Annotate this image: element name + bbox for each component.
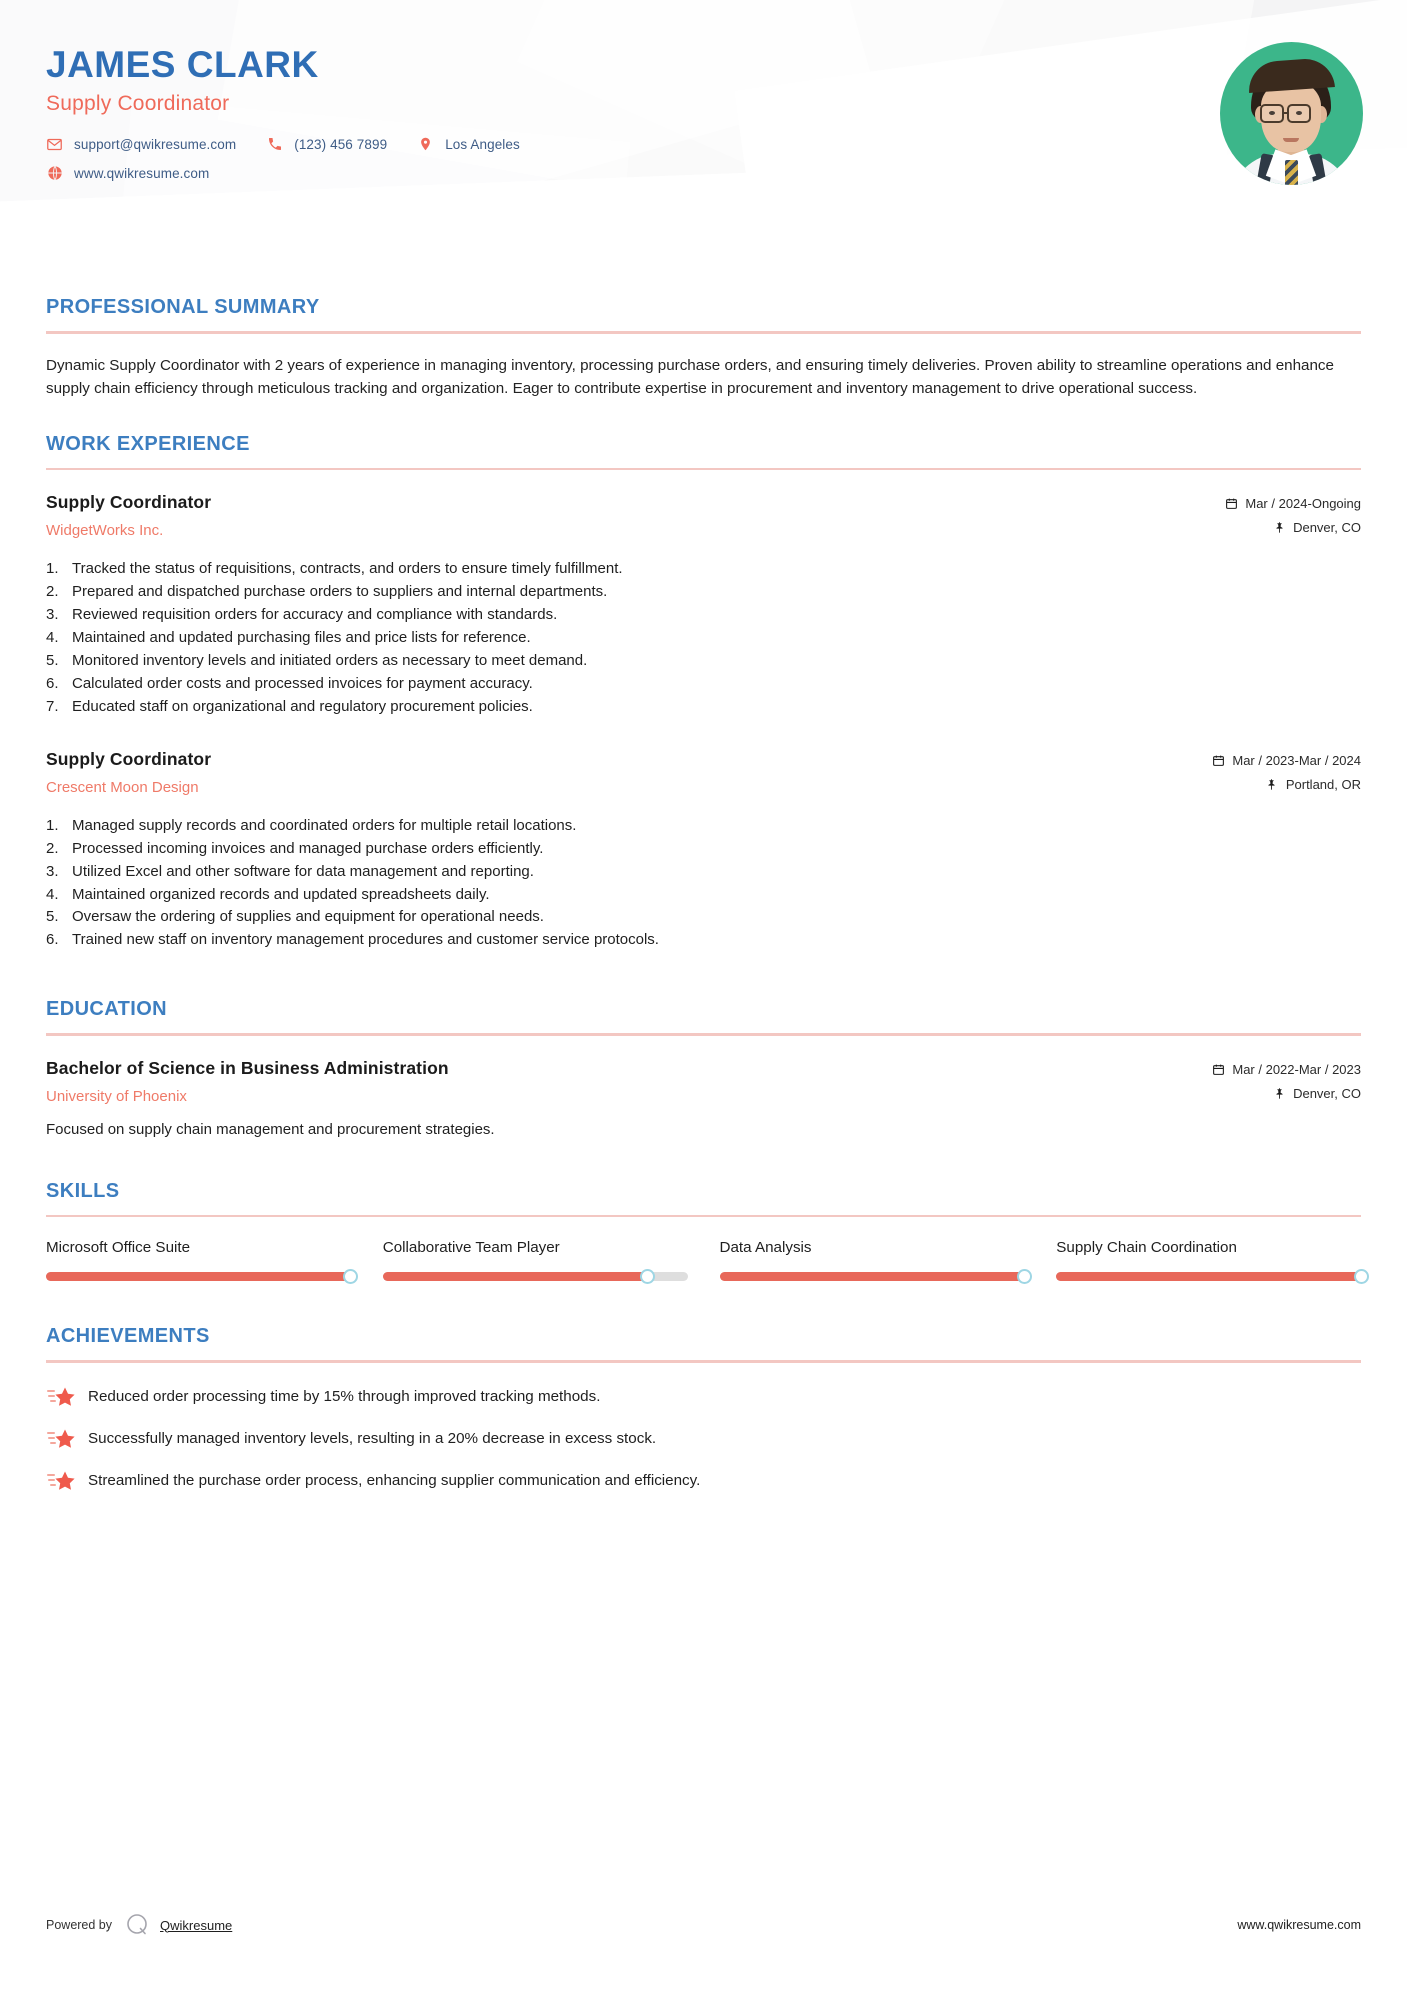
work-bullet: Managed supply records and coordinated orders for multiple retail locations. (72, 816, 577, 834)
section-work-experience (46, 433, 1361, 953)
contact-row-primary (46, 136, 1407, 153)
calendar-icon (1224, 497, 1238, 511)
skill-item (46, 1239, 351, 1281)
skill-item (720, 1239, 1025, 1281)
qwikresume-brand-link[interactable]: Qwikresume (160, 1917, 233, 1933)
skill-progress-knob[interactable] (343, 1269, 358, 1284)
avatar (1220, 42, 1363, 185)
calendar-icon (1211, 1062, 1225, 1076)
skill-label: Supply Chain Coordination (1056, 1239, 1237, 1257)
section-education (46, 998, 1361, 1138)
qwikresume-logo-icon (125, 1912, 151, 1938)
work-bullet: Calculated order costs and processed invoices for payment accuracy. (72, 674, 533, 692)
map-pin-icon (1265, 777, 1279, 791)
powered-by-label: Powered by (46, 1918, 113, 1932)
work-bullets (46, 815, 1361, 953)
work-date (1161, 496, 1361, 511)
section-rule-summary (46, 331, 1361, 334)
candidate-job-title: Supply Coordinator (46, 91, 230, 115)
skill-label: Collaborative Team Player (382, 1239, 560, 1257)
work-bullet: Reviewed requisition orders for accuracy and compliance with standards. (72, 606, 558, 623)
contact-website[interactable] (46, 165, 209, 182)
page-footer (0, 1912, 1407, 1938)
avatar-glasses-bridge (1284, 112, 1289, 114)
section-title-skills: SKILLS (46, 1179, 120, 1202)
skill-progress-fill (383, 1272, 648, 1281)
footer-website[interactable]: www.qwikresume.com (1237, 1918, 1361, 1932)
education-location (1161, 1086, 1361, 1101)
skill-progress-bar (1056, 1272, 1361, 1281)
section-rule-achievements (46, 1360, 1361, 1363)
section-skills (46, 1180, 1361, 1282)
achievement-text: Reduced order processing time by 15% through improved tracking methods. (88, 1387, 601, 1405)
work-bullet: Processed incoming invoices and managed purchase orders efficiently. (72, 839, 544, 857)
star-icon (46, 1427, 76, 1449)
skill-label: Microsoft Office Suite (46, 1239, 191, 1257)
contact-row-secondary (46, 165, 1407, 182)
education-description: Focused on supply chain management and procurement strategies. (46, 1120, 495, 1138)
education-entry (46, 1058, 1361, 1138)
map-pin-icon (1272, 1086, 1286, 1100)
skill-progress-bar (46, 1272, 351, 1281)
work-bullet: Monitored inventory levels and initiated orders as necessary to meet demand. (72, 651, 588, 669)
skill-label: Data Analysis (719, 1239, 812, 1257)
avatar-mouth (1283, 138, 1299, 142)
calendar-icon (1211, 753, 1225, 767)
achievement-item (46, 1469, 1361, 1491)
avatar-tie (1285, 160, 1298, 185)
work-bullet: Maintained and updated purchasing files and price lists for reference. (72, 628, 531, 646)
work-location (1161, 777, 1361, 792)
section-achievements (46, 1325, 1361, 1491)
section-title-education: EDUCATION (46, 998, 168, 1021)
work-bullet: Tracked the status of requisitions, contracts, and orders to ensure timely fulfillment. (72, 560, 623, 578)
contact-phone[interactable] (266, 136, 387, 153)
contact-email-text: support@qwikresume.com (74, 136, 237, 152)
work-date (1161, 753, 1361, 768)
section-rule-skills (46, 1215, 1361, 1218)
summary-text: Dynamic Supply Coordinator with 2 years of experience in managing inventory, processing purchase orders, and ensuring timely deliveries. Proven ability to streamline operations and enhance supply chain efficiency through meticulous tracking and organization. Eager to contribute expertise in procurement and inventory management to drive operational success. (46, 356, 1334, 398)
education-location-text: Denver, CO (1293, 1085, 1361, 1101)
work-job-title: Supply Coordinator (46, 492, 212, 513)
achievement-item (46, 1385, 1361, 1407)
contact-phone-text: (123) 456 7899 (294, 136, 388, 152)
skills-grid (46, 1239, 1361, 1281)
skill-progress-bar (383, 1272, 688, 1281)
skill-progress-knob[interactable] (1017, 1269, 1032, 1284)
work-location-text: Denver, CO (1293, 520, 1361, 536)
achievements-list (46, 1385, 1361, 1492)
location-pin-icon (417, 136, 434, 153)
work-bullet: Oversaw the ordering of supplies and equipment for operational needs. (72, 908, 544, 926)
map-pin-icon (1272, 521, 1286, 535)
section-rule-work-experience (46, 468, 1361, 471)
work-bullet: Utilized Excel and other software for data management and reporting. (72, 862, 534, 880)
work-bullet: Educated staff on organizational and regulatory procurement policies. (72, 697, 533, 715)
skill-progress-bar (720, 1272, 1025, 1281)
work-company: WidgetWorks Inc. (46, 522, 164, 540)
education-date-text: Mar / 2022-Mar / 2023 (1232, 1061, 1361, 1077)
work-job-title: Supply Coordinator (46, 748, 212, 769)
avatar-hair-front (1247, 57, 1335, 93)
skill-item (383, 1239, 688, 1281)
globe-icon (46, 165, 63, 182)
resume-header (0, 0, 1407, 268)
contact-location-text: Los Angeles (445, 136, 520, 152)
achievement-item (46, 1427, 1361, 1449)
contact-email[interactable] (46, 136, 236, 153)
work-bullet: Prepared and dispatched purchase orders to suppliers and internal departments. (72, 583, 608, 601)
section-title-achievements: ACHIEVEMENTS (46, 1325, 210, 1348)
achievement-text: Streamlined the purchase order process, enhancing supplier communication and efficiency. (88, 1472, 701, 1490)
avatar-glasses-right (1287, 104, 1311, 123)
candidate-name: JAMES CLARK (46, 44, 319, 85)
work-location (1161, 520, 1361, 535)
contact-location (417, 136, 520, 153)
education-school: University of Phoenix (46, 1087, 187, 1105)
work-entry (46, 749, 1361, 953)
work-bullets (46, 558, 1361, 719)
skill-progress-fill (46, 1272, 351, 1281)
star-icon (46, 1469, 76, 1491)
work-date-text: Mar / 2024-Ongoing (1245, 496, 1361, 512)
avatar-glasses-left (1260, 104, 1284, 123)
skill-progress-knob[interactable] (640, 1269, 655, 1284)
email-icon (46, 136, 63, 153)
skill-progress-fill (1056, 1272, 1361, 1281)
work-bullet: Maintained organized records and updated spreadsheets daily. (72, 885, 490, 903)
work-company: Crescent Moon Design (46, 778, 199, 796)
section-rule-education (46, 1033, 1361, 1036)
achievement-text: Successfully managed inventory levels, resulting in a 20% decrease in excess stock. (88, 1430, 657, 1448)
star-icon (46, 1385, 76, 1407)
work-bullet: Trained new staff on inventory management procedures and customer service protocols. (72, 931, 659, 949)
section-professional-summary (46, 296, 1361, 401)
work-entry (46, 492, 1361, 719)
section-title-summary: PROFESSIONAL SUMMARY (46, 296, 320, 318)
skill-item (1056, 1239, 1361, 1281)
skill-progress-fill (720, 1272, 1025, 1281)
section-title-work-experience: WORK EXPERIENCE (46, 432, 250, 455)
education-degree: Bachelor of Science in Business Administration (46, 1057, 449, 1078)
contact-website-text: www.qwikresume.com (74, 165, 210, 181)
footer-branding (46, 1912, 232, 1938)
phone-icon (266, 136, 283, 153)
work-location-text: Portland, OR (1285, 776, 1361, 792)
skill-progress-knob[interactable] (1354, 1269, 1369, 1284)
work-date-text: Mar / 2023-Mar / 2024 (1232, 752, 1361, 768)
education-date (1161, 1062, 1361, 1077)
